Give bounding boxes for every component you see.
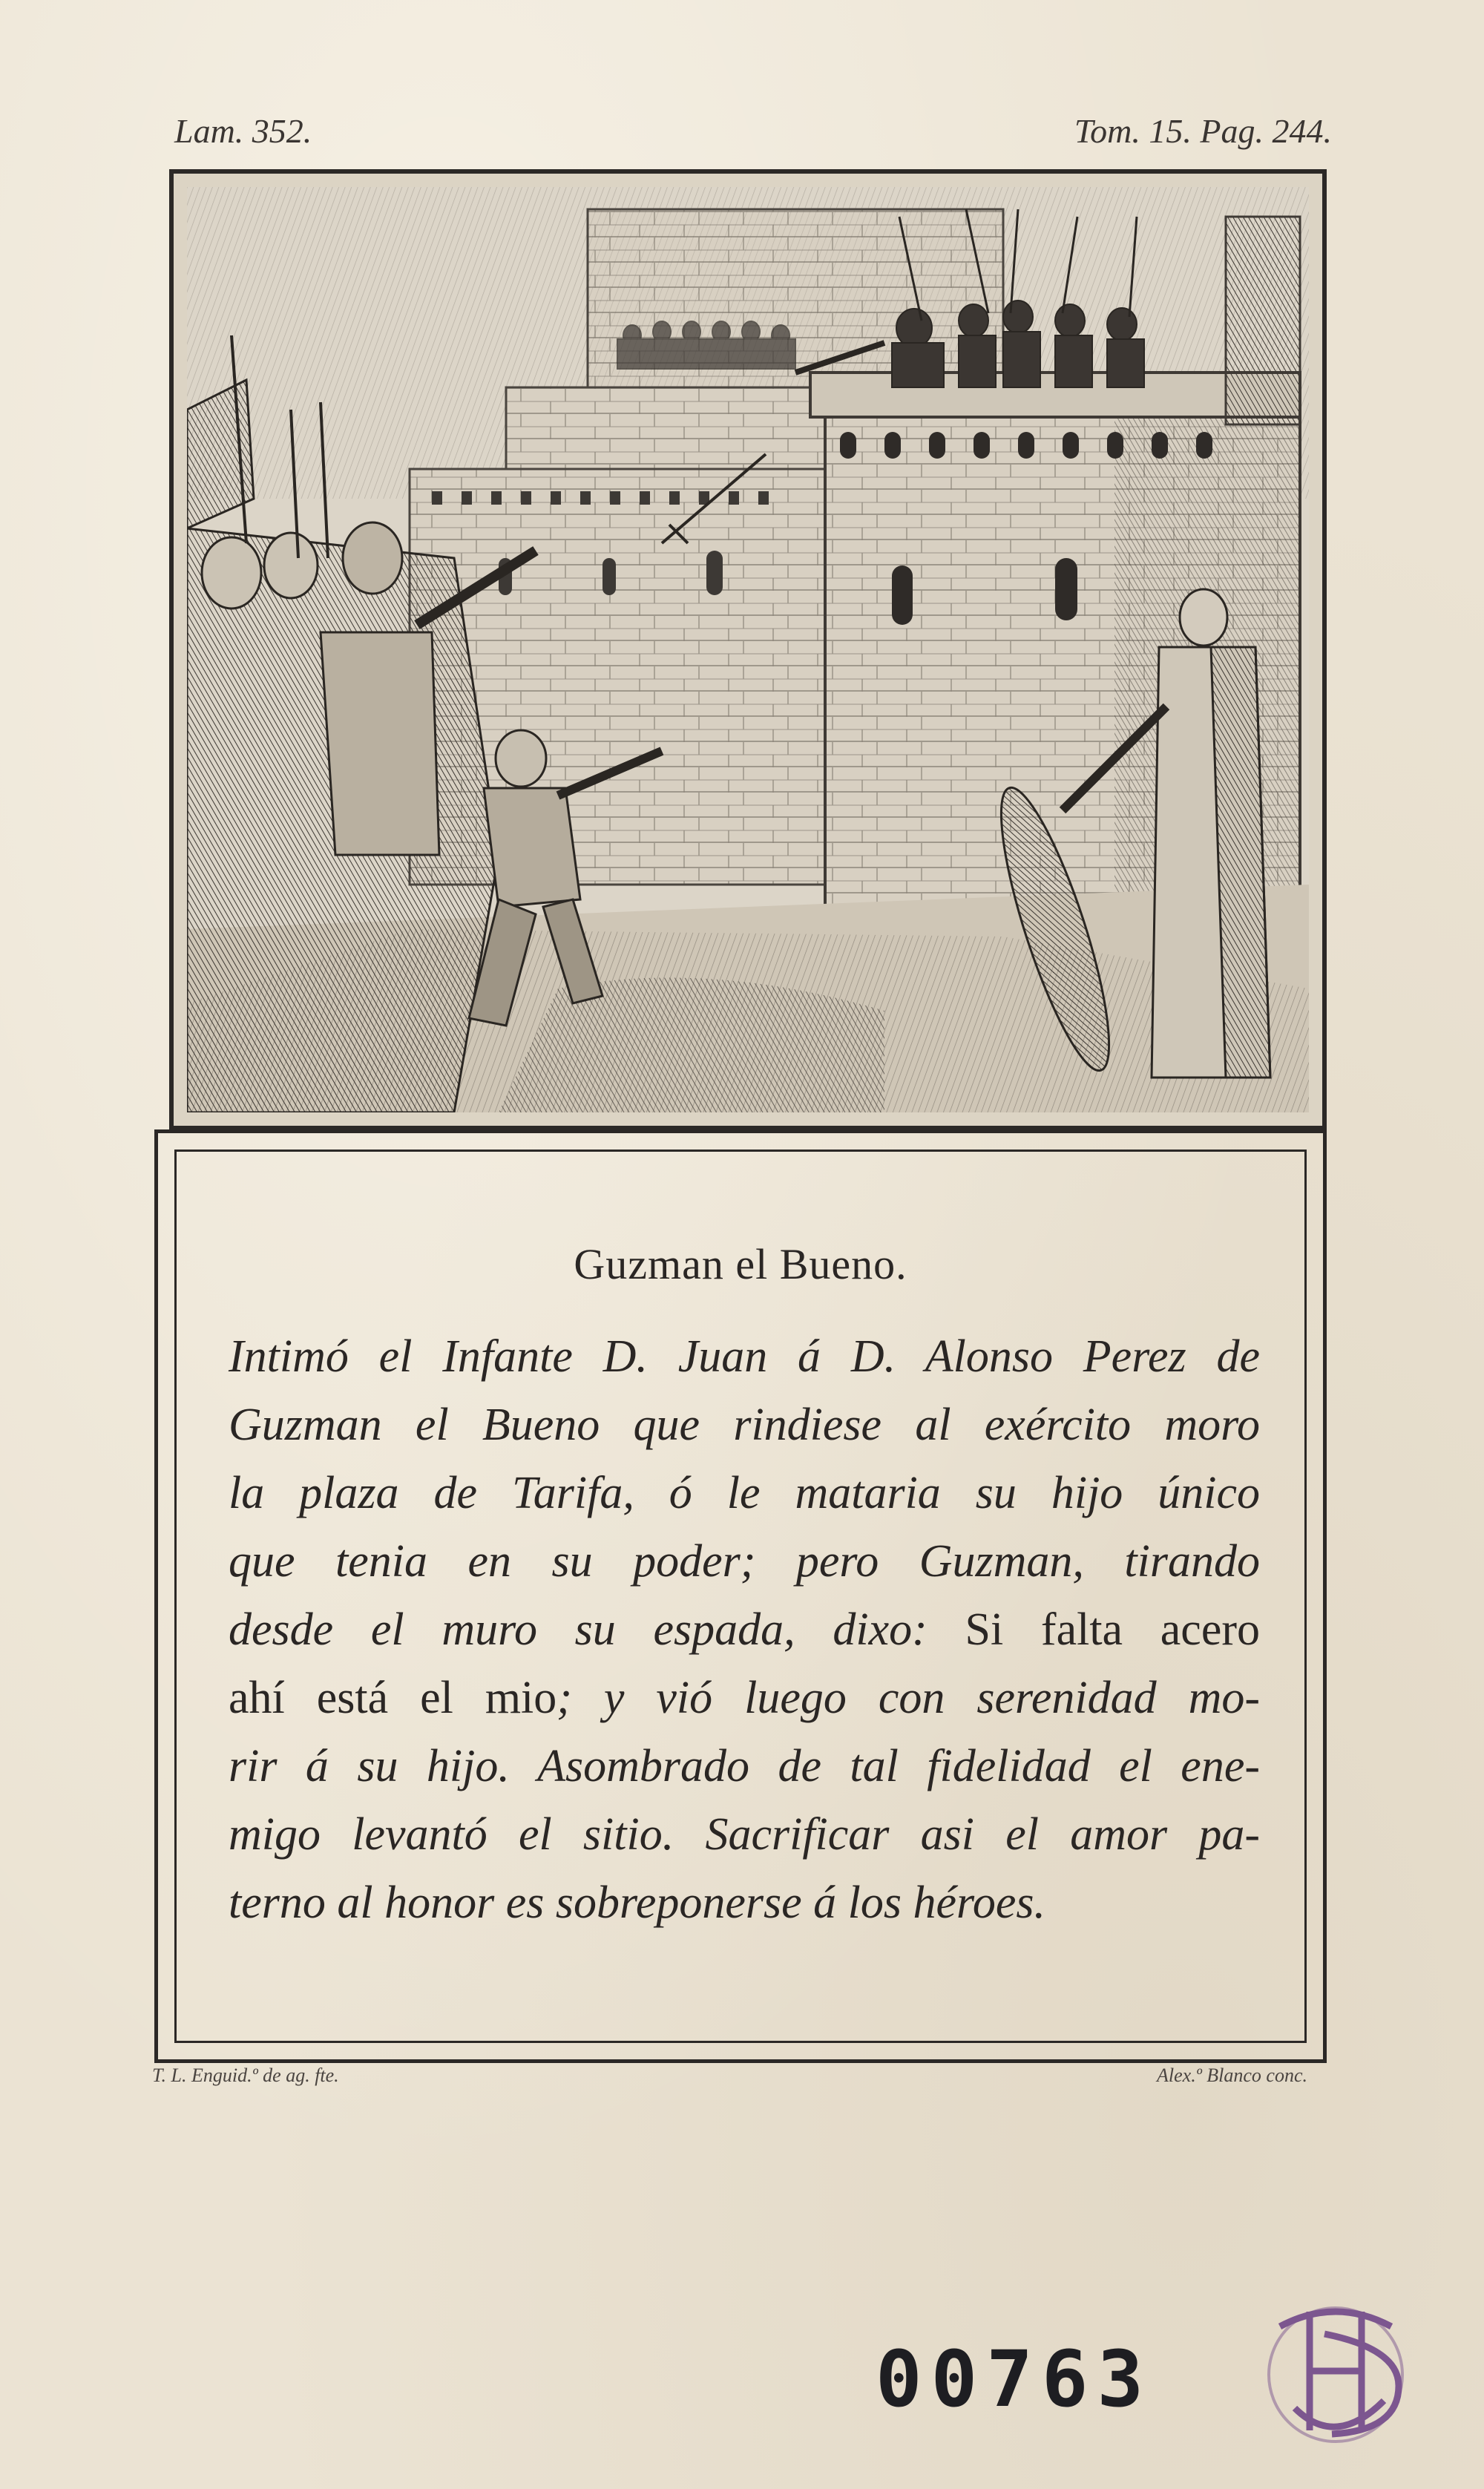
caption-line: la plaza de Tarifa, ó le mataria su hijo único: [229, 1468, 1260, 1518]
caption-title: Guzman el Bueno.: [574, 1240, 907, 1288]
caption-line: rir á su hijo. Asombrado de tal fidelidad el ene-: [229, 1741, 1260, 1791]
volume-page-reference: Tom. 15. Pag. 244.: [1074, 112, 1332, 150]
engraver-credit: T. L. Enguid.º de ag. fte.: [152, 2065, 339, 2086]
caption-body: [229, 1322, 1260, 1937]
caption-line-with-quote: desde el muro su espada, dixo: Si falta acero: [229, 1604, 1260, 1655]
caption-line: Guzman el Bueno que rindiese al exército moro: [229, 1400, 1260, 1450]
plate-number: Lam. 352.: [174, 112, 312, 150]
caption-line: Intimó el Infante D. Juan á D. Alonso Perez de: [229, 1331, 1260, 1382]
designer-credit: Alex.º Blanco conc.: [1157, 2065, 1307, 2086]
inventory-number-stamp: 00763: [876, 2334, 1153, 2424]
library-seal-icon: [1250, 2282, 1421, 2453]
engraving-frame: [169, 169, 1327, 1130]
caption-inner-border: [174, 1150, 1307, 2043]
quoted-speech: Si falta acero: [965, 1604, 1260, 1655]
caption-frame: [154, 1129, 1327, 2063]
caption-line-with-quote: ahí está el mio; y vió luego con serenidad mo-: [229, 1673, 1260, 1723]
caption-line: que tenia en su poder; pero Guzman, tirando: [229, 1536, 1260, 1587]
caption-line: terno al honor es sobreponerse á los héroes.: [229, 1878, 1045, 1928]
engraving-illustration: [187, 187, 1309, 1112]
quoted-speech: ahí está el mio: [229, 1673, 557, 1723]
caption-line: migo levantó el sitio. Sacrificar asi el amor pa-: [229, 1809, 1260, 1860]
